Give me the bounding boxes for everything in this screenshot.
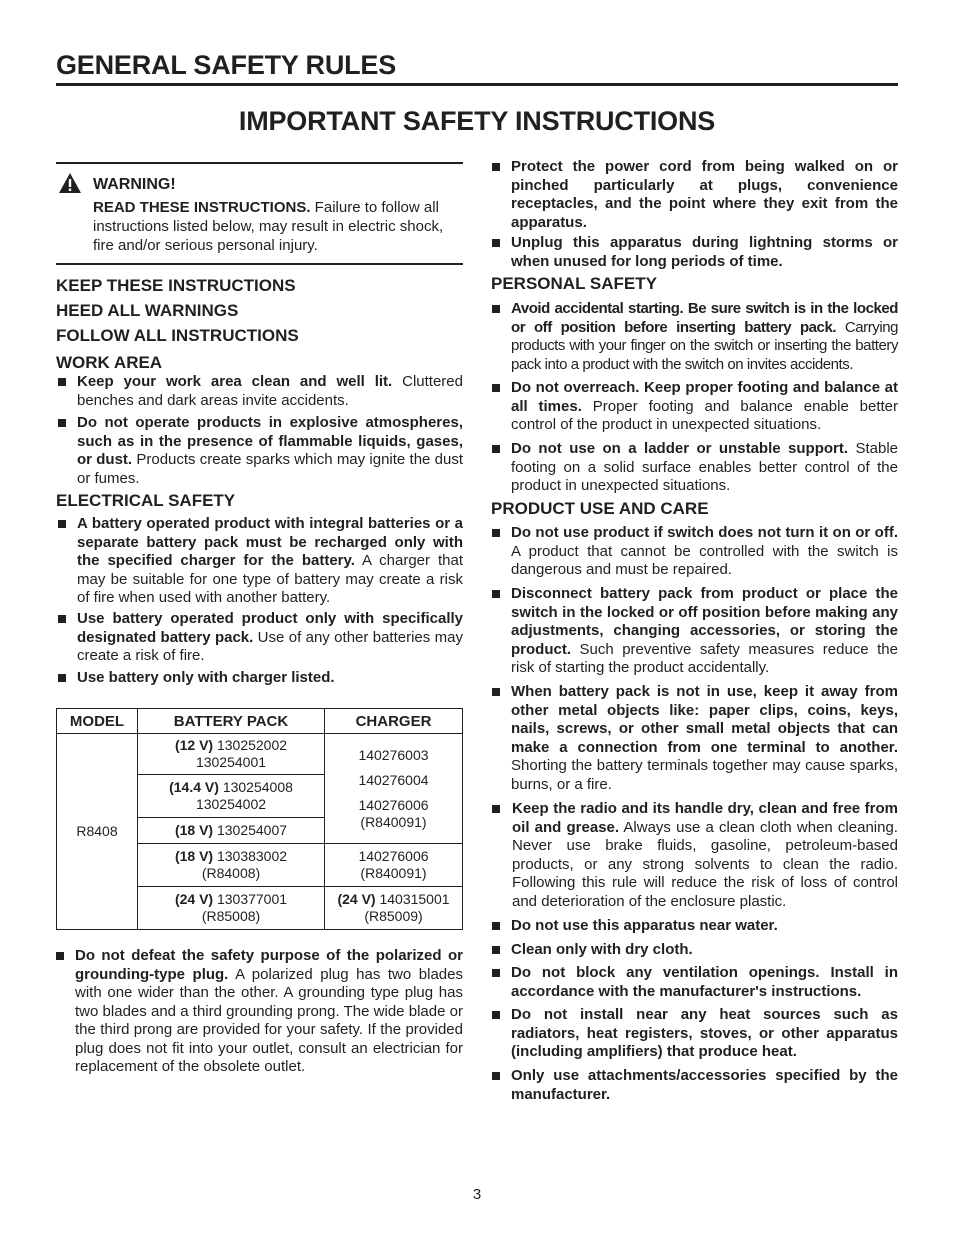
list-item: Protect the power cord from being walked on or pinched particularly at plugs, convenience receptacles, and the point where they exit from the apparatus. xyxy=(491,158,898,232)
table-cell-pack: (14.4 V) 130254008 130254002 xyxy=(138,775,325,818)
list-item: Do not defeat the safety purpose of the polarized or grounding-type plug. A polarized plug has two blades with one wider than the other. A grounding type plug has two blades and a third grounding prong. The wide blade or the third prong are provided for your safety. If the provided plug does not fit into your outlet, consult an electrician for replacement of the obsolete outlet. xyxy=(56,947,463,1077)
table-cell-model: R8408 xyxy=(57,734,138,930)
list-item: When battery pack is not in use, keep it away from other metal objects like: paper clips, coins, keys, nails, screws, or other small metal objects that can make a connection from one terminal to another. Shorting the battery terminals together may cause sparks, burns, or a fire. xyxy=(491,683,898,794)
follow-instructions-heading: FOLLOW ALL INSTRUCTIONS xyxy=(56,326,299,345)
list-item: Do not install near any heat sources such as radiators, heat registers, stoves, or other apparatus (including amplifiers) that produce heat. xyxy=(491,1006,898,1062)
table-header-model: MODEL xyxy=(57,709,138,734)
electrical-safety-heading: ELECTRICAL SAFETY xyxy=(56,491,236,510)
list-item: Do not use this apparatus near water. xyxy=(491,917,898,936)
list-item: Do not block any ventilation openings. Install in accordance with the manufacturer's instructions. xyxy=(491,964,898,1001)
warning-top-rule xyxy=(56,162,463,164)
list-item: Only use attachments/accessories specified by the manufacturer. xyxy=(491,1067,898,1104)
list-item: Unplug this apparatus during lightning storms or when unused for long periods of time. xyxy=(491,234,898,271)
list-item: Use battery operated product only with specifically designated battery pack. Use of any other batteries may create a risk of fire. xyxy=(56,610,463,666)
table-cell-pack: (18 V) 130383002 (R84008) xyxy=(138,844,325,887)
keep-instructions-heading: KEEP THESE INSTRUCTIONS xyxy=(56,276,296,295)
table-cell-charger: 140276006 (R840091) xyxy=(325,844,463,887)
battery-charger-table xyxy=(56,708,463,930)
list-item: Do not use product if switch does not turn it on or off. A product that cannot be controlled with the switch is dangerous and must be repaired. xyxy=(491,524,898,580)
header-rule xyxy=(56,83,898,86)
warning-label: WARNING! xyxy=(93,176,176,193)
table-cell-charger: 140276003 140276004 140276006 (R840091) xyxy=(325,734,463,844)
list-item: Do not overreach. Keep proper footing and balance at all times. Proper footing and balance enable better control of the product in unexpected situations. xyxy=(491,379,898,435)
table-cell-pack: (18 V) 130254007 xyxy=(138,818,325,844)
product-use-heading: PRODUCT USE AND CARE xyxy=(491,499,709,518)
list-item: Keep your work area clean and well lit. Cluttered benches and dark areas invite accidents. xyxy=(56,373,463,410)
list-item: Disconnect battery pack from product or place the switch in the locked or off position before making any adjustments, changing accessories, or storing the product. Such preventive safety measures reduce the risk of starting the product accidentally. xyxy=(491,585,898,678)
table-header-battery-pack: BATTERY PACK xyxy=(138,709,325,734)
warning-triangle-icon xyxy=(58,172,82,194)
list-item: A battery operated product with integral batteries or a separate battery pack must be recharged only with the specified charger for the battery. A charger that may be suitable for one type of battery may create a risk of fire when used with another battery. xyxy=(56,515,463,608)
table-cell-charger: (24 V) 140315001 (R85009) xyxy=(325,887,463,930)
table-header-charger: CHARGER xyxy=(325,709,463,734)
warning-bottom-rule xyxy=(56,263,463,265)
list-item: Avoid accidental starting. Be sure switch is in the locked or off position before inserting battery pack. Carrying products with your finger on the switch or inserting the battery pack into a product with the switch on invites accidents. xyxy=(491,300,898,374)
heed-warnings-heading: HEED ALL WARNINGS xyxy=(56,301,239,320)
list-item: Clean only with dry cloth. xyxy=(491,941,898,960)
personal-safety-heading: PERSONAL SAFETY xyxy=(491,274,657,293)
table-cell-pack: (12 V) 130252002 130254001 xyxy=(138,734,325,775)
page-number: 3 xyxy=(472,1186,482,1203)
warning-text: READ THESE INSTRUCTIONS. Failure to follow all instructions listed below, may result in electric shock, fire and/or serious personal injury. xyxy=(93,199,444,254)
list-item: Keep the radio and its handle dry, clean and free from oil and grease. Always use a clean cloth when cleaning. Never use brake fluids, gasoline, petroleum-based products, or any strong solvents to clean the radio. Following this rule will reduce the risk of loss of control and deterioration of the enclosure plastic. xyxy=(491,800,898,911)
list-item: Do not operate products in explosive atmospheres, such as in the presence of flammable liquids, gases, or dust. Products create sparks which may ignite the dust or fumes. xyxy=(56,414,463,488)
list-item: Do not use on a ladder or unstable support. Stable footing on a solid surface enables better control of the product in unexpected situations. xyxy=(491,440,898,496)
page-subtitle: IMPORTANT SAFETY INSTRUCTIONS xyxy=(238,106,716,136)
work-area-heading: WORK AREA xyxy=(56,353,163,372)
table-cell-pack: (24 V) 130377001 (R85008) xyxy=(138,887,325,930)
page-header-title: GENERAL SAFETY RULES xyxy=(56,50,397,80)
list-item: Use battery only with charger listed. xyxy=(56,669,463,688)
